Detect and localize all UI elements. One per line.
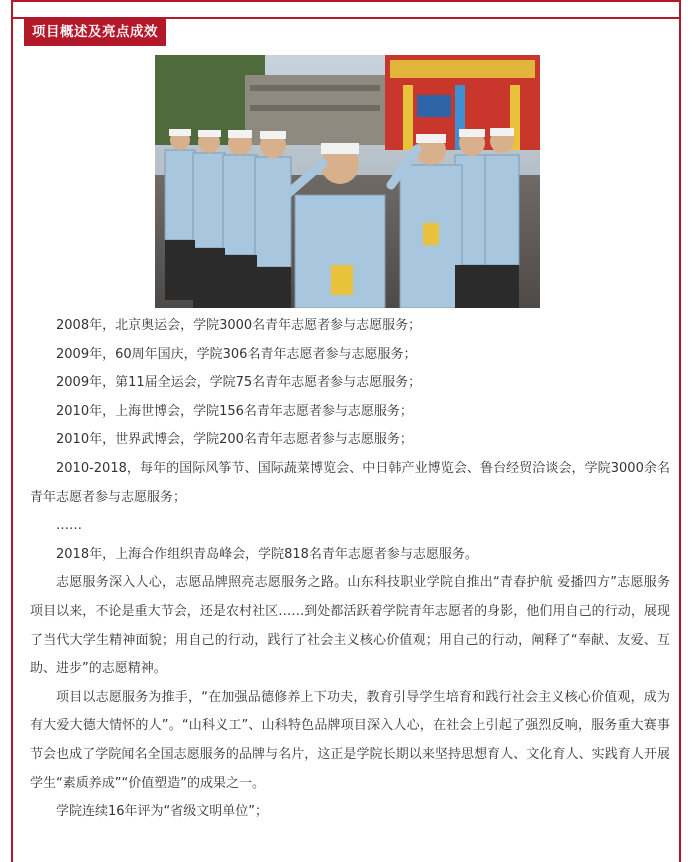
paragraph-2009b: 2009年，第11届全运会，学院75名青年志愿者参与志愿服务； [56,375,422,391]
paragraph-civilized-unit: 学院连续16年评为“省级文明单位”； [56,804,269,820]
article-body [30,312,670,827]
paragraph-2018: 2018年，上海合作组织青岛峰会，学院818名青年志愿者参与志愿服务。 [56,546,478,562]
paragraph-2010-2018: 2010-2018，每年的国际风筝节、国际蔬菜博览会、中日韩产业博览会、鲁台经贸洽谈会，学院3000余名青年志愿者参与志愿服务； [30,460,670,505]
paragraph-volunteer-brand: 志愿服务深入人心，志愿品牌照亮志愿服务之路。山东科技职业学院自推出“青春护航 爱播四方”志愿服务项目以来，不论是重大节会，还是农村社区……到处都活跃着学院青年志愿者的身影，他们用自己的行动，展现了当代大学生精神面貌；用自己的行动，践行了社会主义核心价值观；用自己的行动，阐释了“奉献、友爱、互助、进步”的志愿精神。 [30,575,670,677]
paragraph-2010b: 2010年，世界武博会，学院200名青年志愿者参与志愿服务； [56,432,413,448]
paragraph-ellipsis: …… [56,518,82,534]
paragraph-2009a: 2009年，60周年国庆，学院306名青年志愿者参与志愿服务； [56,346,417,362]
volunteers-photo-graphic [155,55,540,308]
paragraph-2010a: 2010年，上海世博会，学院156名青年志愿者参与志愿服务； [56,403,413,419]
paragraph-project-impact: 项目以志愿服务为推手，“在加强品德修养上下功夫，教育引导学生培育和践行社会主义核心价值观，成为有大爱大德大情怀的人”。“山科义工”、山科特色品牌项目深入人心，在社会上引起了强烈反响，服务重大赛事节会也成了学院闻名全国志愿服务的品牌与名片，这正是学院长期以来坚持思想育人、文化育人、实践育人开展学生“素质养成”“价值塑造”的成果之一。 [30,689,670,791]
paragraph-2008: 2008年，北京奥运会，学院3000名青年志愿者参与志愿服务； [56,318,422,333]
volunteers-photo [155,55,540,308]
section-title: 项目概述及亮点成效 [24,19,166,46]
